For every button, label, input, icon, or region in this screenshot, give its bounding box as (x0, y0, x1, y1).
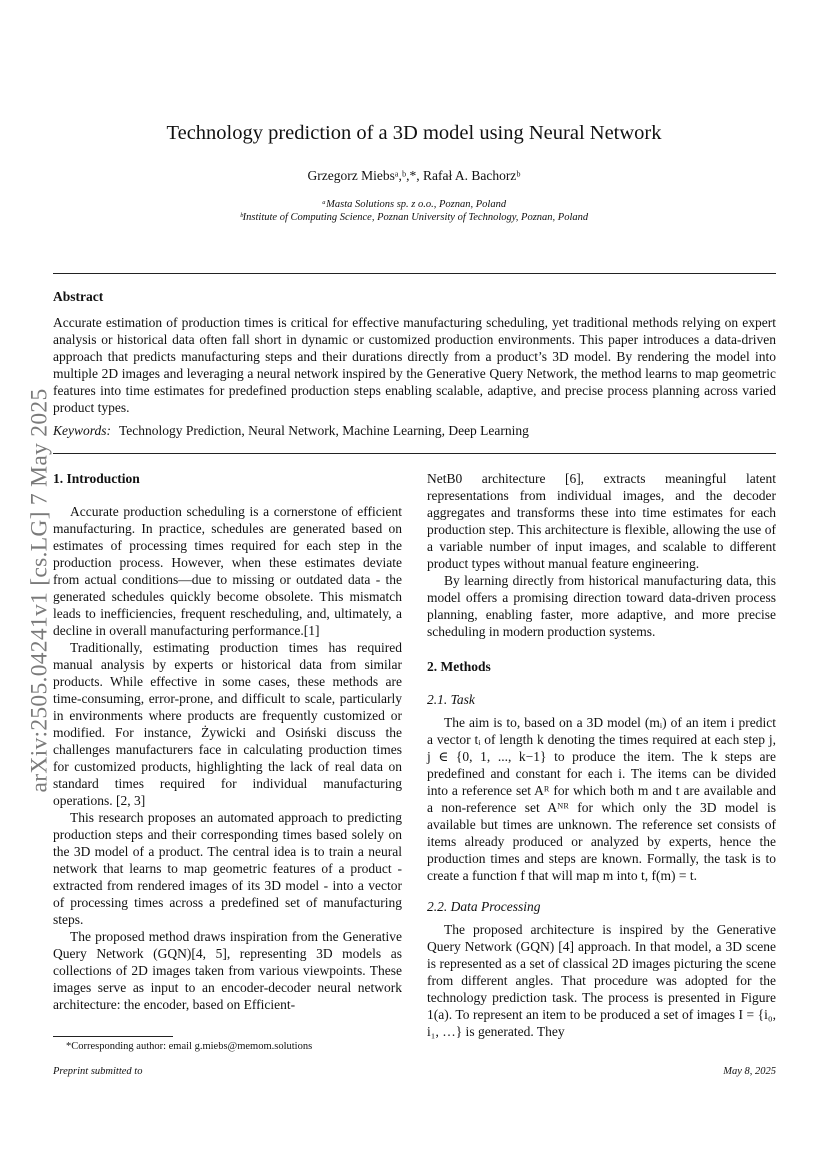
affiliation-b: ᵇInstitute of Computing Science, Poznan University of Technology, Poznan, Poland (239, 212, 589, 223)
corresponding-author-footnote: *Corresponding author: email g.miebs@memom.solutions (66, 1041, 313, 1052)
intro-paragraph-1: Accurate production scheduling is a cornerstone of efficient manufacturing. In practice, schedules are generated based on estimates of processing times required for each step in the production process. However, when these estimates deviate from actual conditions—due to missing or outdated data - the generated schedules quickly become obsolete. This mismatch leads to inefficiencies, frequent rescheduling, and, ultimately, a decline in overall manufacturing performance.[1] (53, 504, 402, 638)
footnote-area (53, 1036, 402, 1052)
intro-paragraph-3: This research proposes an automated approach to predicting production steps and their corresponding times based solely on the 3D model of a product. The central idea is to train a neural network that learns to map geometric features of a product - extracted from rendered images of its 3D model - into a vector of processing times across a predefined set of manufacturing steps. (53, 810, 402, 927)
arxiv-identifier: arXiv:2505.04241v1 [cs.LG] 7 May 2025 (26, 387, 53, 793)
task-paragraph: The aim is to, based on a 3D model (mᵢ) of an item i predict a vector tᵢ of length k denoting the times required at each step j, j ∈ {0, 1, ..., k−1} to produce the item. The k steps are predefined and constant for each i. The items can be divided into a reference set Aᴿ for which both m and t are available and a non-reference set Aᴺᴿ for which only the 3D model is available but times are unknown. The reference set consists of items already produced or analyzed by experts, hence the production times and steps are known. Formally, the task is to create a function f that will map m into t, f(m) = t. (427, 715, 776, 883)
left-column (53, 470, 402, 1013)
keywords-text: Technology Prediction, Neural Network, Machine Learning, Deep Learning (119, 423, 529, 438)
intro-paragraph-4-continued: NetB0 architecture [6], extracts meaningful latent representations from individual images, and the decoder aggregates and transforms these into time estimates for each production step. This architecture is flexible, allowing the use of a variable number of input images, and scalable to different product types without manual feature engineering. (427, 471, 776, 571)
abstract-top-rule (53, 273, 776, 274)
subsection-heading-task: 2.1. Task (427, 692, 475, 707)
footer-date: May 8, 2025 (723, 1066, 776, 1077)
abstract-heading: Abstract (53, 289, 104, 304)
subsection-heading-data-processing: 2.2. Data Processing (427, 899, 541, 914)
paper-title: Technology prediction of a 3D model using Neural Network (166, 122, 662, 144)
affiliation-a: ᵃMasta Solutions sp. z o.o., Poznan, Poland (321, 199, 507, 210)
abstract-text: Accurate estimation of production times is critical for effective manufacturing scheduling, yet traditional methods relying on expert analysis or historical data often fall short in dynamic or customized production environments. This paper introduces a data-driven approach that predicts manufacturing steps and their durations directly from a product’s 3D model. By rendering the model into multiple 2D images and leveraging a neural network inspired by the Generative Query Network, the method learns to map geometric features into time estimates for predefined production steps enabling scalable, adaptive, and precise process planning across varied product types. (53, 315, 776, 415)
footer-preprint-note: Preprint submitted to (53, 1066, 143, 1077)
footnote-rule (53, 1036, 173, 1037)
author-list: Grzegorz Miebsᵃ,ᵇ,*, Rafał A. Bachorzᵇ (307, 168, 521, 183)
data-processing-paragraph: The proposed architecture is inspired by the Generative Query Network (GQN) [4] approach. In that model, a 3D scene is represented as a set of classical 2D images picturing the scene from different angles. That procedure was adopted for the technology prediction task. The process is presented in Figure 1(a). To represent an item to be produced a set of images I = {i₀, i₁, …} is generated. They (427, 922, 776, 1039)
intro-paragraph-4: The proposed method draws inspiration from the Generative Query Network (GQN)[4, 5], representing 3D models as collections of 2D images taken from various viewpoints. These images serve as input to an encoder-decoder neural network architecture: the encoder, based on Efficient- (53, 929, 402, 1012)
keywords-label: Keywords: (53, 423, 111, 438)
section-heading-introduction: 1. Introduction (53, 471, 140, 486)
intro-paragraph-5: By learning directly from historical manufacturing data, this model offers a promising direction toward data-driven process planning, enabling faster, more adaptive, and more precise scheduling in modern production systems. (427, 573, 776, 639)
keywords-line (53, 423, 529, 439)
section-heading-methods: 2. Methods (427, 659, 491, 674)
abstract-bottom-rule (53, 453, 776, 454)
right-column (427, 470, 776, 1040)
page-footer (53, 1066, 776, 1077)
intro-paragraph-2: Traditionally, estimating production times has required manual analysis by experts or historical data from similar products. While effective in some cases, these methods are time-consuming, error-prone, and difficult to scale, particularly in environments where products are frequently customized or modified. For instance, Żywicki and Osiński discuss the challenges manufacturers face in calculating production times for customized products, highlighting the lack of real data on standard times required for individual manufacturing operations. [2, 3] (53, 640, 402, 808)
